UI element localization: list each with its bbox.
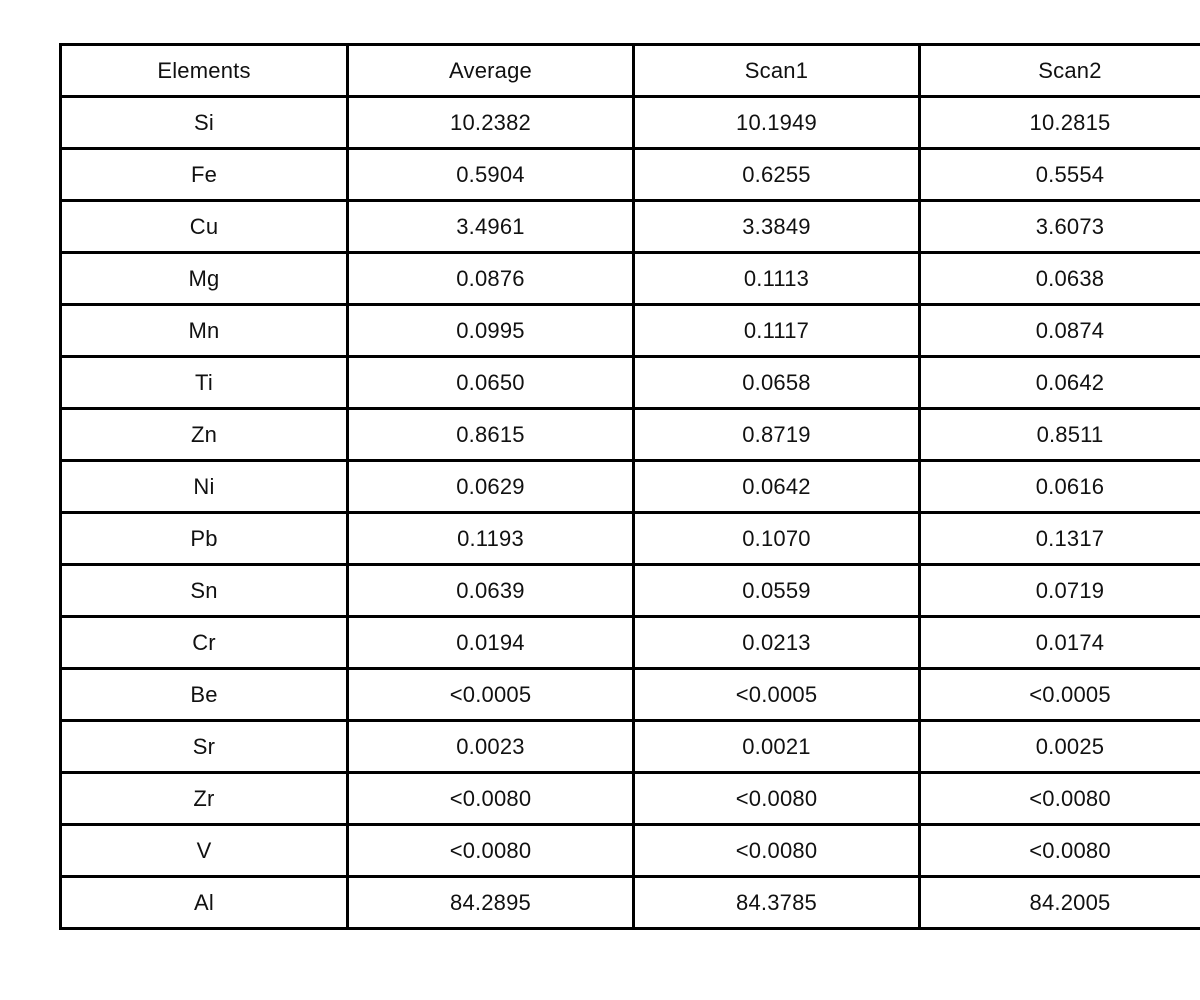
scan2-cell: 0.0616 <box>920 461 1200 513</box>
element-cell: Mg <box>61 253 348 305</box>
table-row <box>61 825 1200 877</box>
scan1-cell: 84.3785 <box>634 877 920 929</box>
scan2-cell: 3.6073 <box>920 201 1200 253</box>
table-row <box>61 357 1200 409</box>
scan1-cell: 0.0213 <box>634 617 920 669</box>
scan1-cell: 0.1117 <box>634 305 920 357</box>
average-cell: 0.8615 <box>348 409 634 461</box>
element-cell: Al <box>61 877 348 929</box>
scan1-cell: 0.1113 <box>634 253 920 305</box>
average-cell: <0.0080 <box>348 773 634 825</box>
scan1-cell: <0.0080 <box>634 773 920 825</box>
table-row <box>61 617 1200 669</box>
table-row <box>61 773 1200 825</box>
scan2-cell: 0.8511 <box>920 409 1200 461</box>
table-row <box>61 97 1200 149</box>
element-cell: Be <box>61 669 348 721</box>
element-cell: Pb <box>61 513 348 565</box>
scan1-cell: <0.0080 <box>634 825 920 877</box>
scan2-cell: 0.0638 <box>920 253 1200 305</box>
average-cell: 0.0995 <box>348 305 634 357</box>
scan1-cell: 10.1949 <box>634 97 920 149</box>
scan1-cell: 0.8719 <box>634 409 920 461</box>
table-row <box>61 149 1200 201</box>
table-row <box>61 877 1200 929</box>
table-header-row <box>61 45 1200 97</box>
element-composition-table <box>59 43 1200 930</box>
scan1-cell: 3.3849 <box>634 201 920 253</box>
header-scan2: Scan2 <box>920 45 1200 97</box>
average-cell: 0.0023 <box>348 721 634 773</box>
scan2-cell: 0.5554 <box>920 149 1200 201</box>
table-row <box>61 669 1200 721</box>
scan1-cell: 0.0658 <box>634 357 920 409</box>
header-scan1: Scan1 <box>634 45 920 97</box>
average-cell: 0.0650 <box>348 357 634 409</box>
average-cell: 0.5904 <box>348 149 634 201</box>
average-cell: 0.0194 <box>348 617 634 669</box>
scan1-cell: <0.0005 <box>634 669 920 721</box>
element-cell: Si <box>61 97 348 149</box>
scan2-cell: 84.2005 <box>920 877 1200 929</box>
table-row <box>61 305 1200 357</box>
scan2-cell: <0.0005 <box>920 669 1200 721</box>
header-average: Average <box>348 45 634 97</box>
element-cell: Sn <box>61 565 348 617</box>
average-cell: 0.0629 <box>348 461 634 513</box>
average-cell: 10.2382 <box>348 97 634 149</box>
element-cell: Ti <box>61 357 348 409</box>
element-cell: Ni <box>61 461 348 513</box>
scan1-cell: 0.6255 <box>634 149 920 201</box>
table-row <box>61 409 1200 461</box>
table-row <box>61 201 1200 253</box>
average-cell: <0.0080 <box>348 825 634 877</box>
scan2-cell: 0.0642 <box>920 357 1200 409</box>
average-cell: 0.0639 <box>348 565 634 617</box>
header-elements: Elements <box>61 45 348 97</box>
element-cell: Zn <box>61 409 348 461</box>
average-cell: 84.2895 <box>348 877 634 929</box>
element-cell: V <box>61 825 348 877</box>
scan2-cell: 0.0719 <box>920 565 1200 617</box>
scan1-cell: 0.0642 <box>634 461 920 513</box>
table-row <box>61 513 1200 565</box>
scan1-cell: 0.1070 <box>634 513 920 565</box>
average-cell: <0.0005 <box>348 669 634 721</box>
scan1-cell: 0.0021 <box>634 721 920 773</box>
scan2-cell: 0.0025 <box>920 721 1200 773</box>
scan2-cell: 0.0174 <box>920 617 1200 669</box>
element-cell: Cu <box>61 201 348 253</box>
table-body <box>61 97 1200 929</box>
element-cell: Sr <box>61 721 348 773</box>
average-cell: 0.0876 <box>348 253 634 305</box>
scan2-cell: 10.2815 <box>920 97 1200 149</box>
composition-table-container <box>59 43 1200 930</box>
element-cell: Fe <box>61 149 348 201</box>
scan2-cell: <0.0080 <box>920 773 1200 825</box>
table-row <box>61 721 1200 773</box>
scan2-cell: <0.0080 <box>920 825 1200 877</box>
table-row <box>61 253 1200 305</box>
element-cell: Zr <box>61 773 348 825</box>
scan2-cell: 0.1317 <box>920 513 1200 565</box>
table-row <box>61 461 1200 513</box>
element-cell: Mn <box>61 305 348 357</box>
average-cell: 3.4961 <box>348 201 634 253</box>
element-cell: Cr <box>61 617 348 669</box>
scan2-cell: 0.0874 <box>920 305 1200 357</box>
table-row <box>61 565 1200 617</box>
scan1-cell: 0.0559 <box>634 565 920 617</box>
average-cell: 0.1193 <box>348 513 634 565</box>
